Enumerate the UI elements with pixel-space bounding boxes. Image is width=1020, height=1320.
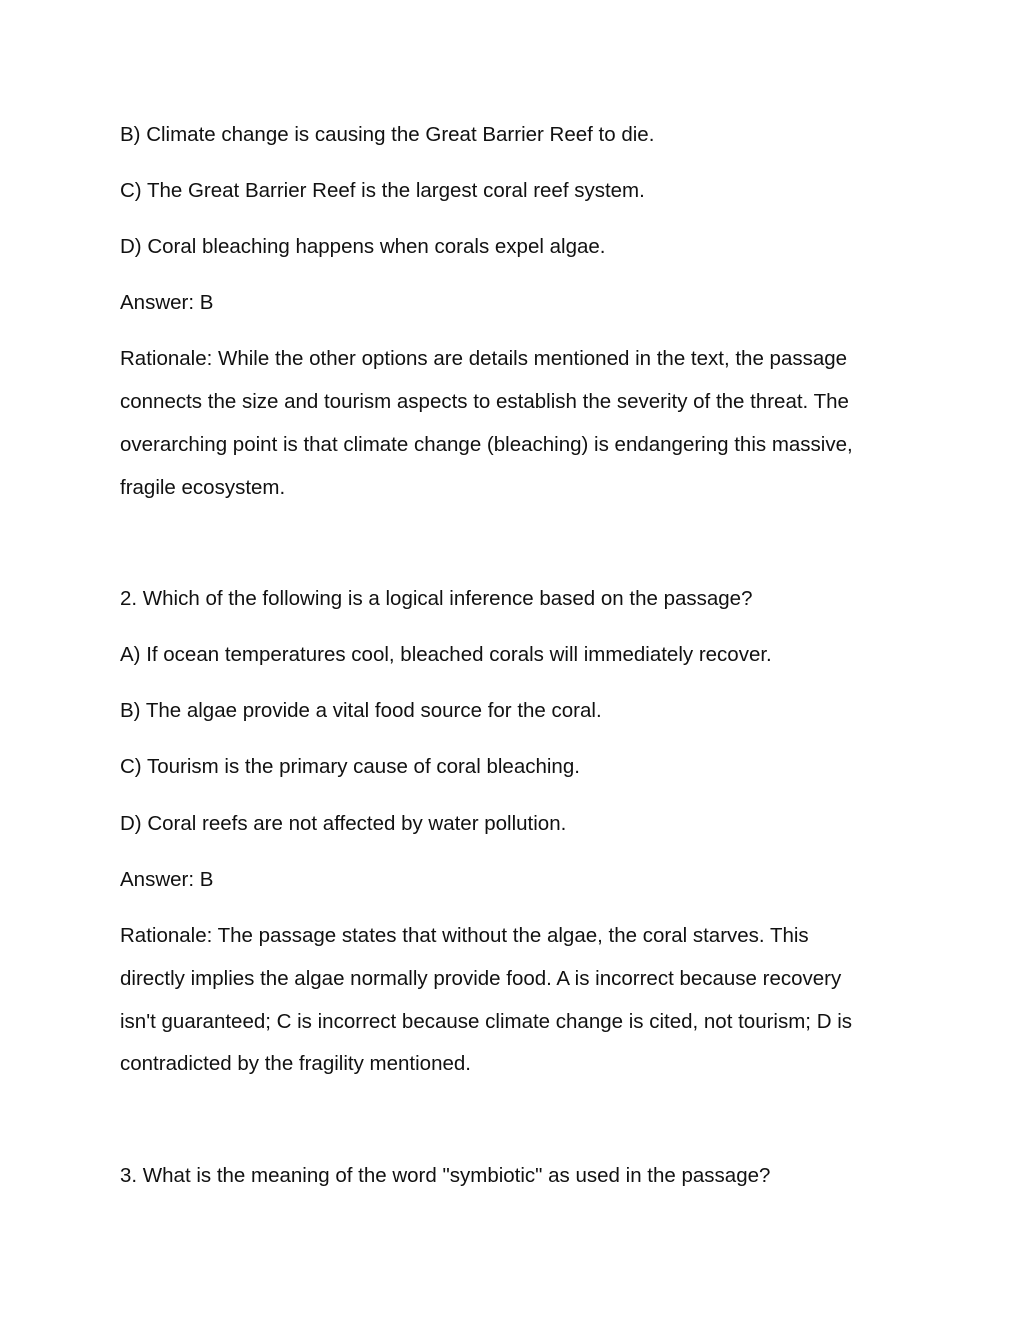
- q2-rationale-line: directly implies the algae normally provide food. A is incorrect because recovery: [120, 967, 842, 990]
- q3-question: 3. What is the meaning of the word "symbiotic" as used in the passage?: [120, 1164, 771, 1187]
- q2-option-d: D) Coral reefs are not affected by water pollution.: [120, 812, 567, 835]
- q1-rationale-line: fragile ecosystem.: [120, 476, 286, 499]
- q2-option-c: C) Tourism is the primary cause of coral bleaching.: [120, 755, 580, 778]
- q1-option-d: D) Coral bleaching happens when corals expel algae.: [120, 235, 606, 258]
- q1-rationale-line: overarching point is that climate change (bleaching) is endangering this massive,: [120, 433, 853, 456]
- q2-rationale-line: contradicted by the fragility mentioned.: [120, 1052, 471, 1075]
- q2-question: 2. Which of the following is a logical inference based on the passage?: [120, 587, 753, 610]
- q1-option-c: C) The Great Barrier Reef is the largest coral reef system.: [120, 179, 645, 202]
- q1-answer: Answer: B: [120, 291, 214, 314]
- q2-rationale-line: isn't guaranteed; C is incorrect because climate change is cited, not tourism; D is: [120, 1010, 853, 1033]
- q1-option-b: B) Climate change is causing the Great Barrier Reef to die.: [120, 123, 655, 146]
- q2-option-b: B) The algae provide a vital food source for the coral.: [120, 699, 602, 722]
- q1-rationale-line: Rationale: While the other options are details mentioned in the text, the passage: [120, 347, 848, 370]
- q2-answer: Answer: B: [120, 868, 214, 891]
- q2-option-a: A) If ocean temperatures cool, bleached corals will immediately recover.: [120, 643, 772, 666]
- q1-rationale-line: connects the size and tourism aspects to establish the severity of the threat. The: [120, 390, 849, 413]
- q2-rationale-line: Rationale: The passage states that without the algae, the coral starves. This: [120, 924, 809, 947]
